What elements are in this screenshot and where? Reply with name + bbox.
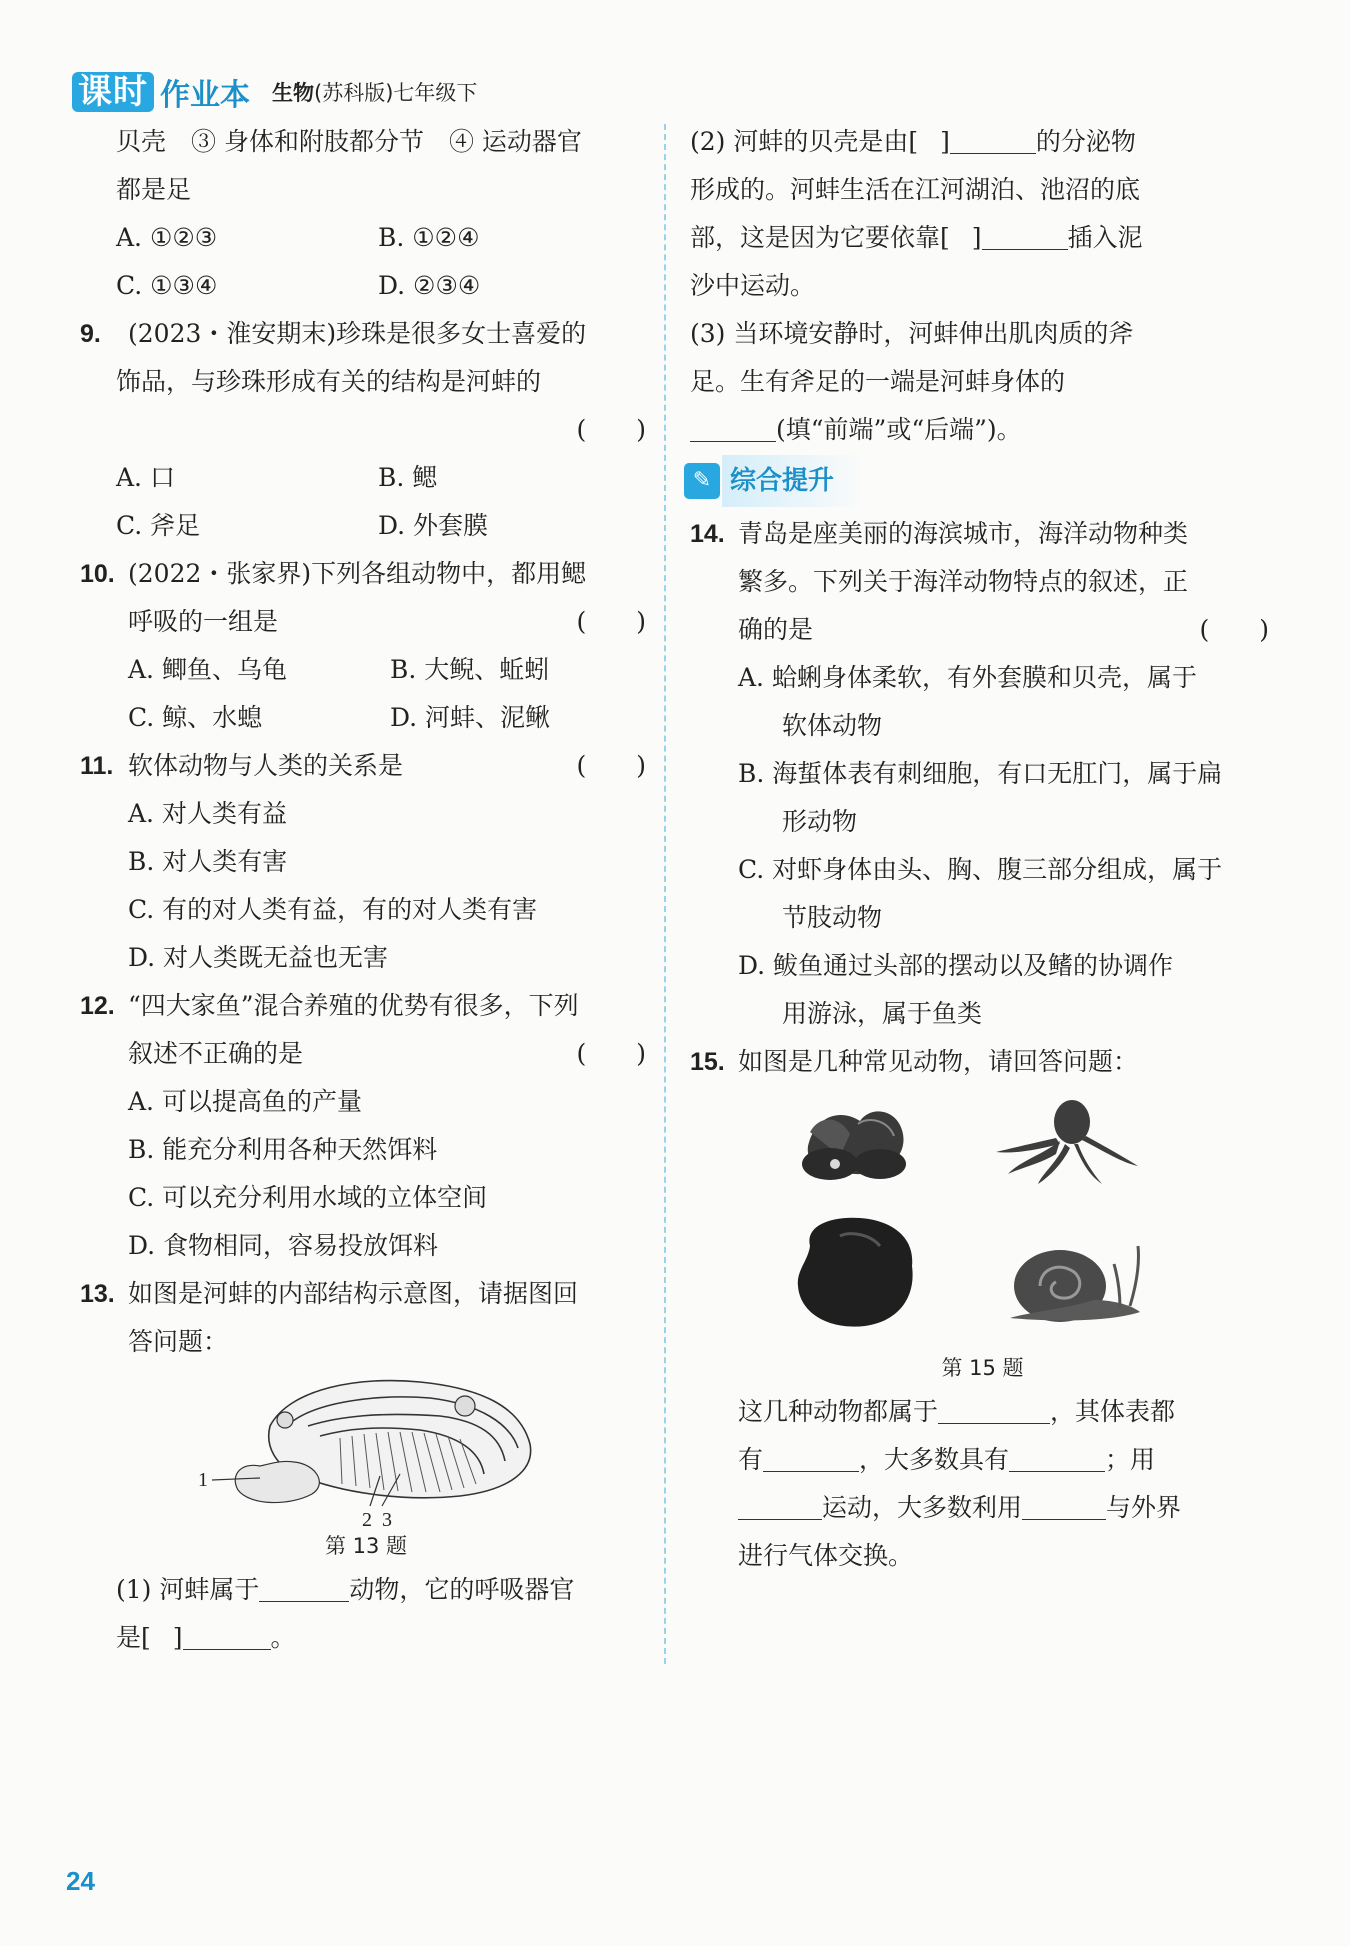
subject-name: 生物 bbox=[272, 81, 314, 105]
q13-sub2-blank2[interactable] bbox=[982, 221, 1068, 250]
q8-option-c: C. ①③④ bbox=[116, 271, 218, 300]
q11-text: 软体动物与人类的关系是 bbox=[128, 751, 404, 780]
figure13-caption: 第 13 题 bbox=[324, 1534, 408, 1558]
q9-number: 9. bbox=[80, 320, 101, 348]
q11-option-a: A. 对人类有益 bbox=[128, 799, 287, 828]
q15-answer-line3 bbox=[690, 1484, 1275, 1532]
q9-options-row2 bbox=[80, 502, 652, 550]
q12-option-c: C. 可以充分利用水域的立体空间 bbox=[128, 1183, 488, 1212]
q11-option-b: B. 对人类有害 bbox=[128, 847, 288, 876]
q14-stem-line1 bbox=[690, 510, 1275, 558]
page-number: 24 bbox=[66, 1866, 95, 1896]
q12-answer-paren[interactable]: ( ) bbox=[576, 1039, 646, 1068]
q9-option-a: A. 口 bbox=[116, 463, 175, 492]
q13-sub1-text-c: 是[ bbox=[116, 1623, 151, 1652]
q15-blank-movement[interactable] bbox=[738, 1491, 822, 1520]
q15-answer-line1 bbox=[690, 1388, 1275, 1436]
q14-option-c-line1: C. 对虾身体由头、胸、腹三部分组成，属于 bbox=[738, 855, 1223, 884]
q9-option-b: B. 鳃 bbox=[378, 463, 438, 492]
q9-stem-line1 bbox=[80, 310, 652, 358]
q11-answer-paren[interactable]: ( ) bbox=[576, 751, 646, 780]
section-header bbox=[684, 456, 1275, 506]
q14-option-d-line1: D. 鲅鱼通过头部的摆动以及鳍的协调作 bbox=[738, 951, 1174, 980]
q13-sub1-line2 bbox=[80, 1614, 652, 1662]
q13-sub2-text-g: 插入泥 bbox=[1067, 223, 1143, 252]
q9-answer-line bbox=[80, 406, 652, 454]
q11-number: 11. bbox=[80, 752, 114, 780]
q12-option-a: A. 可以提高鱼的产量 bbox=[128, 1087, 362, 1116]
q14-stem-line3 bbox=[690, 606, 1275, 654]
q13-sub2-line1 bbox=[690, 118, 1275, 166]
subject-label bbox=[272, 77, 477, 107]
q13-sub2-text-a: (2) 河蚌的贝壳是由[ bbox=[690, 127, 919, 156]
q15-blank-organ[interactable] bbox=[1022, 1491, 1106, 1520]
q13-sub2-line4: 沙中运动。 bbox=[690, 271, 816, 300]
q9-option-c: C. 斧足 bbox=[116, 511, 201, 540]
q14-number: 14. bbox=[690, 520, 725, 548]
animals-photo-figure bbox=[690, 1086, 1275, 1348]
right-column bbox=[690, 118, 1275, 1580]
q14-option-c-line2: 节肢动物 bbox=[782, 903, 883, 932]
q13-sub1-blank-organ[interactable] bbox=[183, 1621, 271, 1650]
q8-continued-line1: 贝壳 ③ 身体和附肢都分节 ④ 运动器官 bbox=[116, 127, 582, 156]
q13-sub1-text-e: 。 bbox=[270, 1623, 296, 1652]
q10-option-c: C. 鲸、水螅 bbox=[128, 703, 263, 732]
q13-sub1-text-b: 动物，它的呼吸器官 bbox=[349, 1575, 575, 1604]
subject-edition: (苏科版)七年级下 bbox=[314, 81, 478, 105]
q15-text-p2a: 有 bbox=[738, 1445, 764, 1474]
q14-text3: 确的是 bbox=[738, 615, 814, 644]
q9-text1: (2023・淮安期末)珍珠是很多女士喜爱的 bbox=[128, 319, 587, 348]
q10-options-row2 bbox=[80, 694, 652, 742]
column-divider bbox=[664, 124, 666, 1664]
q14-option-d-line2: 用游泳，属于鱼类 bbox=[782, 999, 983, 1028]
q13-stem-line1 bbox=[80, 1270, 652, 1318]
diagram-label-1: 1 bbox=[198, 1469, 208, 1491]
q13-sub3-line3 bbox=[690, 406, 1275, 454]
q13-sub2-line2: 形成的。河蚌生活在江河湖泊、池沼的底 bbox=[690, 175, 1141, 204]
q10-text2: 呼吸的一组是 bbox=[128, 607, 279, 636]
q8-options-row1 bbox=[80, 214, 652, 262]
q15-text-p2b: ，大多数具有 bbox=[859, 1445, 1010, 1474]
animal-photos bbox=[690, 1086, 1275, 1348]
logo-main-text: 课时 bbox=[72, 72, 154, 112]
q12-number: 12. bbox=[80, 992, 115, 1020]
q9-answer-paren[interactable]: ( ) bbox=[576, 415, 646, 444]
q15-answer-line4: 进行气体交换。 bbox=[738, 1541, 914, 1570]
q15-text1: 如图是几种常见动物，请回答问题： bbox=[738, 1047, 1139, 1076]
q13-sub2-text-c: 的分泌物 bbox=[1035, 127, 1136, 156]
q10-option-a: A. 鲫鱼、乌龟 bbox=[128, 655, 287, 684]
q13-sub2-text-b: ] bbox=[940, 127, 950, 156]
q15-text-p1a: 这几种动物都属于 bbox=[738, 1397, 939, 1426]
q12-text1: “四大家鱼”混合养殖的优势有很多，下列 bbox=[128, 991, 579, 1020]
q14-option-a-line2: 软体动物 bbox=[782, 711, 883, 740]
q15-text-p3b: 与外界 bbox=[1106, 1493, 1182, 1522]
diagram-label-3: 3 bbox=[382, 1509, 392, 1526]
q15-answer-line2 bbox=[690, 1436, 1275, 1484]
q9-stem-line2: 饰品，与珍珠形成有关的结构是河蚌的 bbox=[116, 367, 542, 396]
q13-sub2-text-f: ] bbox=[971, 223, 982, 252]
pencil-icon: ✎ bbox=[684, 463, 720, 499]
q10-answer-paren[interactable]: ( ) bbox=[576, 607, 646, 636]
q10-option-b: B. 大鲵、蚯蚓 bbox=[390, 655, 550, 684]
q13-sub3-line1: (3) 当环境安静时，河蚌伸出肌肉质的斧 bbox=[690, 319, 1134, 348]
q15-text-p2c: ；用 bbox=[1105, 1445, 1156, 1474]
q15-number: 15. bbox=[690, 1048, 725, 1076]
q10-stem-line2 bbox=[80, 598, 652, 646]
q15-text-p3a: 运动，大多数利用 bbox=[822, 1493, 1023, 1522]
q15-blank-group[interactable] bbox=[938, 1395, 1050, 1424]
q14-stem-line2: 繁多。下列关于海洋动物特点的叙述，正 bbox=[738, 567, 1189, 596]
brand-logo bbox=[72, 70, 250, 114]
q8-options-row2 bbox=[80, 262, 652, 310]
page-header bbox=[72, 70, 477, 114]
logo-sub-text: 作业本 bbox=[160, 78, 250, 113]
q15-text-p1b: ，其体表都 bbox=[1050, 1397, 1176, 1426]
q14-answer-paren[interactable]: ( ) bbox=[1199, 615, 1269, 644]
snail-photo bbox=[1010, 1246, 1140, 1322]
octopus-photo bbox=[996, 1100, 1138, 1184]
q13-sub2-blank1[interactable] bbox=[950, 125, 1036, 154]
q13-sub2-line3 bbox=[690, 214, 1275, 262]
mussel-diagram-figure bbox=[80, 1366, 652, 1526]
q15-stem bbox=[690, 1038, 1275, 1086]
q13-sub3-line2: 足。生有斧足的一端是河蚌身体的 bbox=[690, 367, 1066, 396]
left-column bbox=[80, 118, 652, 1662]
q12-option-d: D. 食物相同，容易投放饵料 bbox=[128, 1231, 439, 1260]
q13-sub3-text-c: (填“前端”或“后端”)。 bbox=[776, 415, 1022, 444]
q14-text1: 青岛是座美丽的海滨城市，海洋动物种类 bbox=[738, 519, 1189, 548]
section-title: 综合提升 bbox=[722, 455, 864, 507]
q12-stem-line1 bbox=[80, 982, 652, 1030]
q11-stem bbox=[80, 742, 652, 790]
q10-stem-line1 bbox=[80, 550, 652, 598]
q14-option-b-line1: B. 海蜇体表有刺细胞，有口无肛门，属于扁 bbox=[738, 759, 1223, 788]
q13-stem-line2: 答问题： bbox=[128, 1327, 229, 1356]
q10-number: 10. bbox=[80, 560, 115, 588]
q11-option-d: D. 对人类既无益也无害 bbox=[128, 943, 389, 972]
q12-stem-line2 bbox=[80, 1030, 652, 1078]
mussel-anatomy-diagram bbox=[80, 1366, 652, 1526]
q13-sub1-text-d: ] bbox=[172, 1623, 183, 1652]
q8-option-a: A. ①②③ bbox=[116, 223, 218, 252]
q13-sub1-line1 bbox=[80, 1566, 652, 1614]
diagram-label-2: 2 bbox=[362, 1509, 372, 1526]
figure15-caption: 第 15 题 bbox=[941, 1356, 1024, 1380]
q10-options-row1 bbox=[80, 646, 652, 694]
q9-option-d: D. 外套膜 bbox=[378, 511, 489, 540]
q15-blank-feature[interactable] bbox=[1009, 1443, 1105, 1472]
q13-text1: 如图是河蚌的内部结构示意图，请据图回 bbox=[128, 1279, 579, 1308]
q13-number: 13. bbox=[80, 1280, 115, 1308]
q10-text1: (2022・张家界)下列各组动物中，都用鳃 bbox=[128, 559, 587, 588]
q13-sub2-text-e: 部，这是因为它要依靠[ bbox=[690, 223, 950, 252]
q13-sub1-text-a: (1) 河蚌属于 bbox=[116, 1575, 260, 1604]
q12-text2: 叙述不正确的是 bbox=[128, 1039, 304, 1068]
q8-continued-line2: 都是足 bbox=[116, 175, 192, 204]
pearl-oyster-photo bbox=[802, 1111, 906, 1180]
q14-option-b-line2: 形动物 bbox=[782, 807, 858, 836]
q8-option-b: B. ①②④ bbox=[378, 223, 480, 252]
q13-sub1-blank-animal[interactable] bbox=[259, 1573, 349, 1602]
q11-option-c: C. 有的对人类有益，有的对人类有害 bbox=[128, 895, 538, 924]
q10-option-d: D. 河蚌、泥鳅 bbox=[390, 703, 551, 732]
q13-sub3-blank[interactable] bbox=[690, 413, 776, 442]
squid-photo bbox=[798, 1218, 913, 1327]
q12-option-b: B. 能充分利用各种天然饵料 bbox=[128, 1135, 438, 1164]
q8-option-d: D. ②③④ bbox=[378, 271, 481, 300]
q9-options-row1 bbox=[80, 454, 652, 502]
q14-option-a-line1: A. 蛤蜊身体柔软，有外套膜和贝壳，属于 bbox=[738, 663, 1197, 692]
q15-blank-covering[interactable] bbox=[763, 1443, 859, 1472]
